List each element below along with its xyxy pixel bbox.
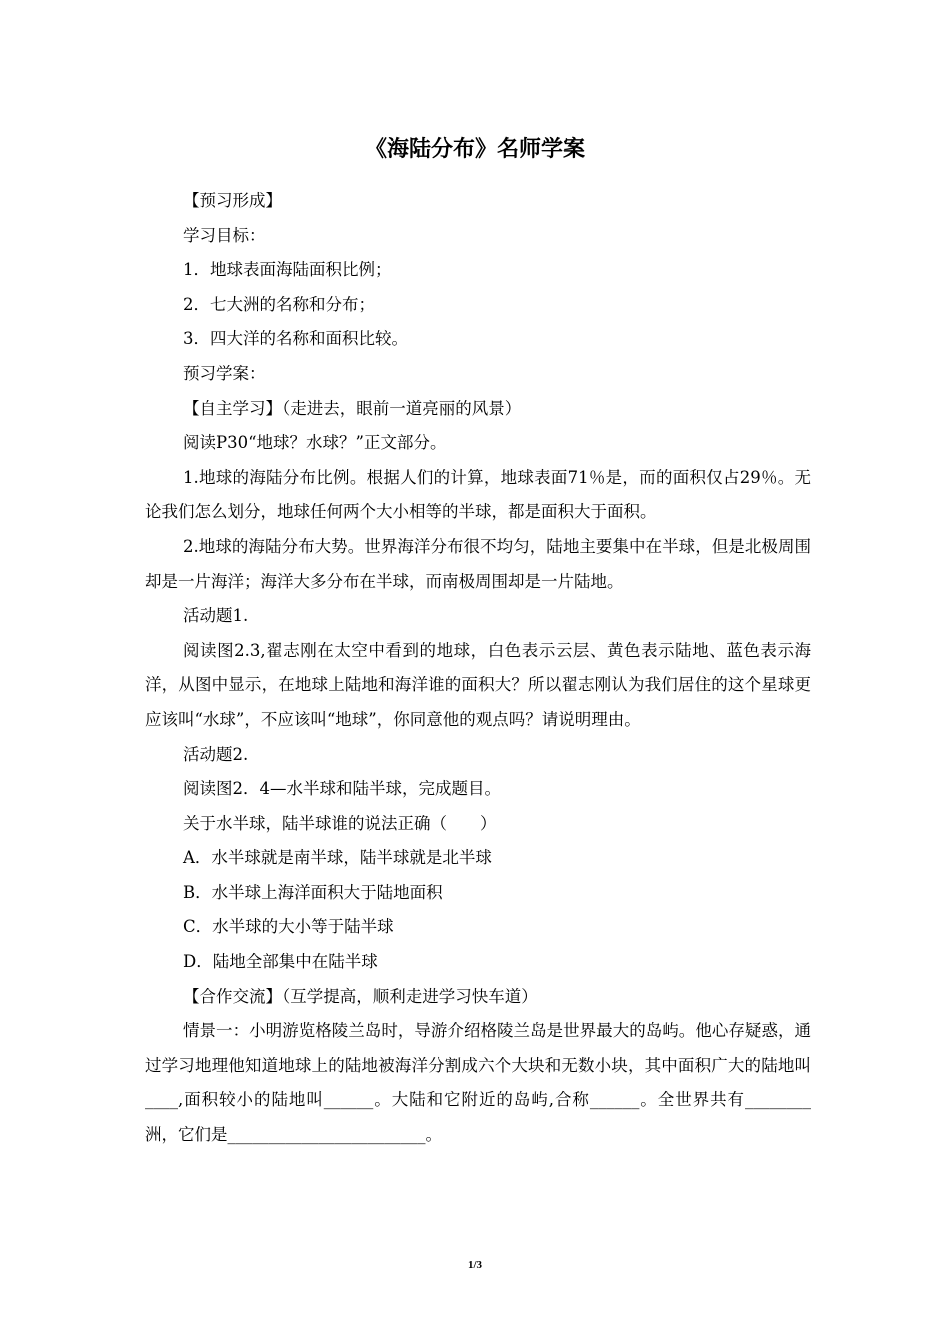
activity-2-instruction: 阅读图2．4—水半球和陆半球，完成题目。 xyxy=(183,779,501,799)
section-heading-self-study: 【自主学习】（走进去，眼前一道亮丽的风景） xyxy=(183,398,522,418)
option-a: A．水半球就是南半球，陆半球就是北半球 xyxy=(183,848,492,868)
paragraph-land-sea-ratio: 1.地球的海陆分布比例。根据人们的计算，地球表面71％是，而的面积仅占29％。无论我们怎么划分，地球任何两个大小相等的半球，都是面积大于面积。 xyxy=(145,467,811,522)
goal-item-2: 2．七大洲的名称和分布； xyxy=(183,294,375,314)
scenario-1-text: 情景一：小明游览格陵兰岛时，导游介绍格陵兰岛是世界最大的岛屿。他心存疑惑，通过学习地理他知道地球上的陆地被海洋分割成六个大块和无数小块，其中面积广大的陆地叫____,面积较小的陆地叫______。大陆和它附近的岛屿,合称______。全世界共有________洲，它们是________________________。 xyxy=(145,1021,811,1145)
paragraph-land-sea-distribution: 2.地球的海陆分布大势。世界海洋分布很不均匀，陆地主要集中在半球，但是北极周围却是一片海洋；海洋大多分布在半球，而南极周围却是一片陆地。 xyxy=(145,536,811,591)
page-title: 《海陆分布》名师学案 xyxy=(364,137,585,162)
goal-item-1: 1．地球表面海陆面积比例； xyxy=(183,260,392,280)
section-heading-preview: 【预习形成】 xyxy=(183,191,282,210)
option-c: C．水半球的大小等于陆半球 xyxy=(183,917,394,937)
reading-instruction: 阅读P30“地球？水球？”正文部分。 xyxy=(183,433,447,453)
preview-plan-label: 预习学案： xyxy=(183,363,266,383)
activity-2-label: 活动题2. xyxy=(183,744,249,764)
option-b: B．水半球上海洋面积大于陆地面积 xyxy=(183,882,443,902)
option-d: D．陆地全部集中在陆半球 xyxy=(183,952,378,972)
section-heading-cooperation: 【合作交流】（互学提高，顺利走进学习快车道） xyxy=(183,986,538,1006)
learning-goals-label: 学习目标： xyxy=(183,225,266,245)
page-number: 1/3 xyxy=(467,1259,483,1271)
document-body xyxy=(145,184,811,1153)
question-stem: 关于水半球，陆半球谁的说法正确（ ） xyxy=(183,813,497,833)
activity-1-label: 活动题1. xyxy=(183,606,249,626)
activity-1-text: 阅读图2.3,翟志刚在太空中看到的地球，白色表示云层、黄色表示陆地、蓝色表示海洋，从图中显示，在地球上陆地和海洋谁的面积大？所以翟志刚认为我们居住的这个星球更应该叫“水球”，不应该叫“地球”，你同意他的观点吗？请说明理由。 xyxy=(145,640,811,729)
goal-item-3: 3．四大洋的名称和面积比较。 xyxy=(183,329,408,349)
